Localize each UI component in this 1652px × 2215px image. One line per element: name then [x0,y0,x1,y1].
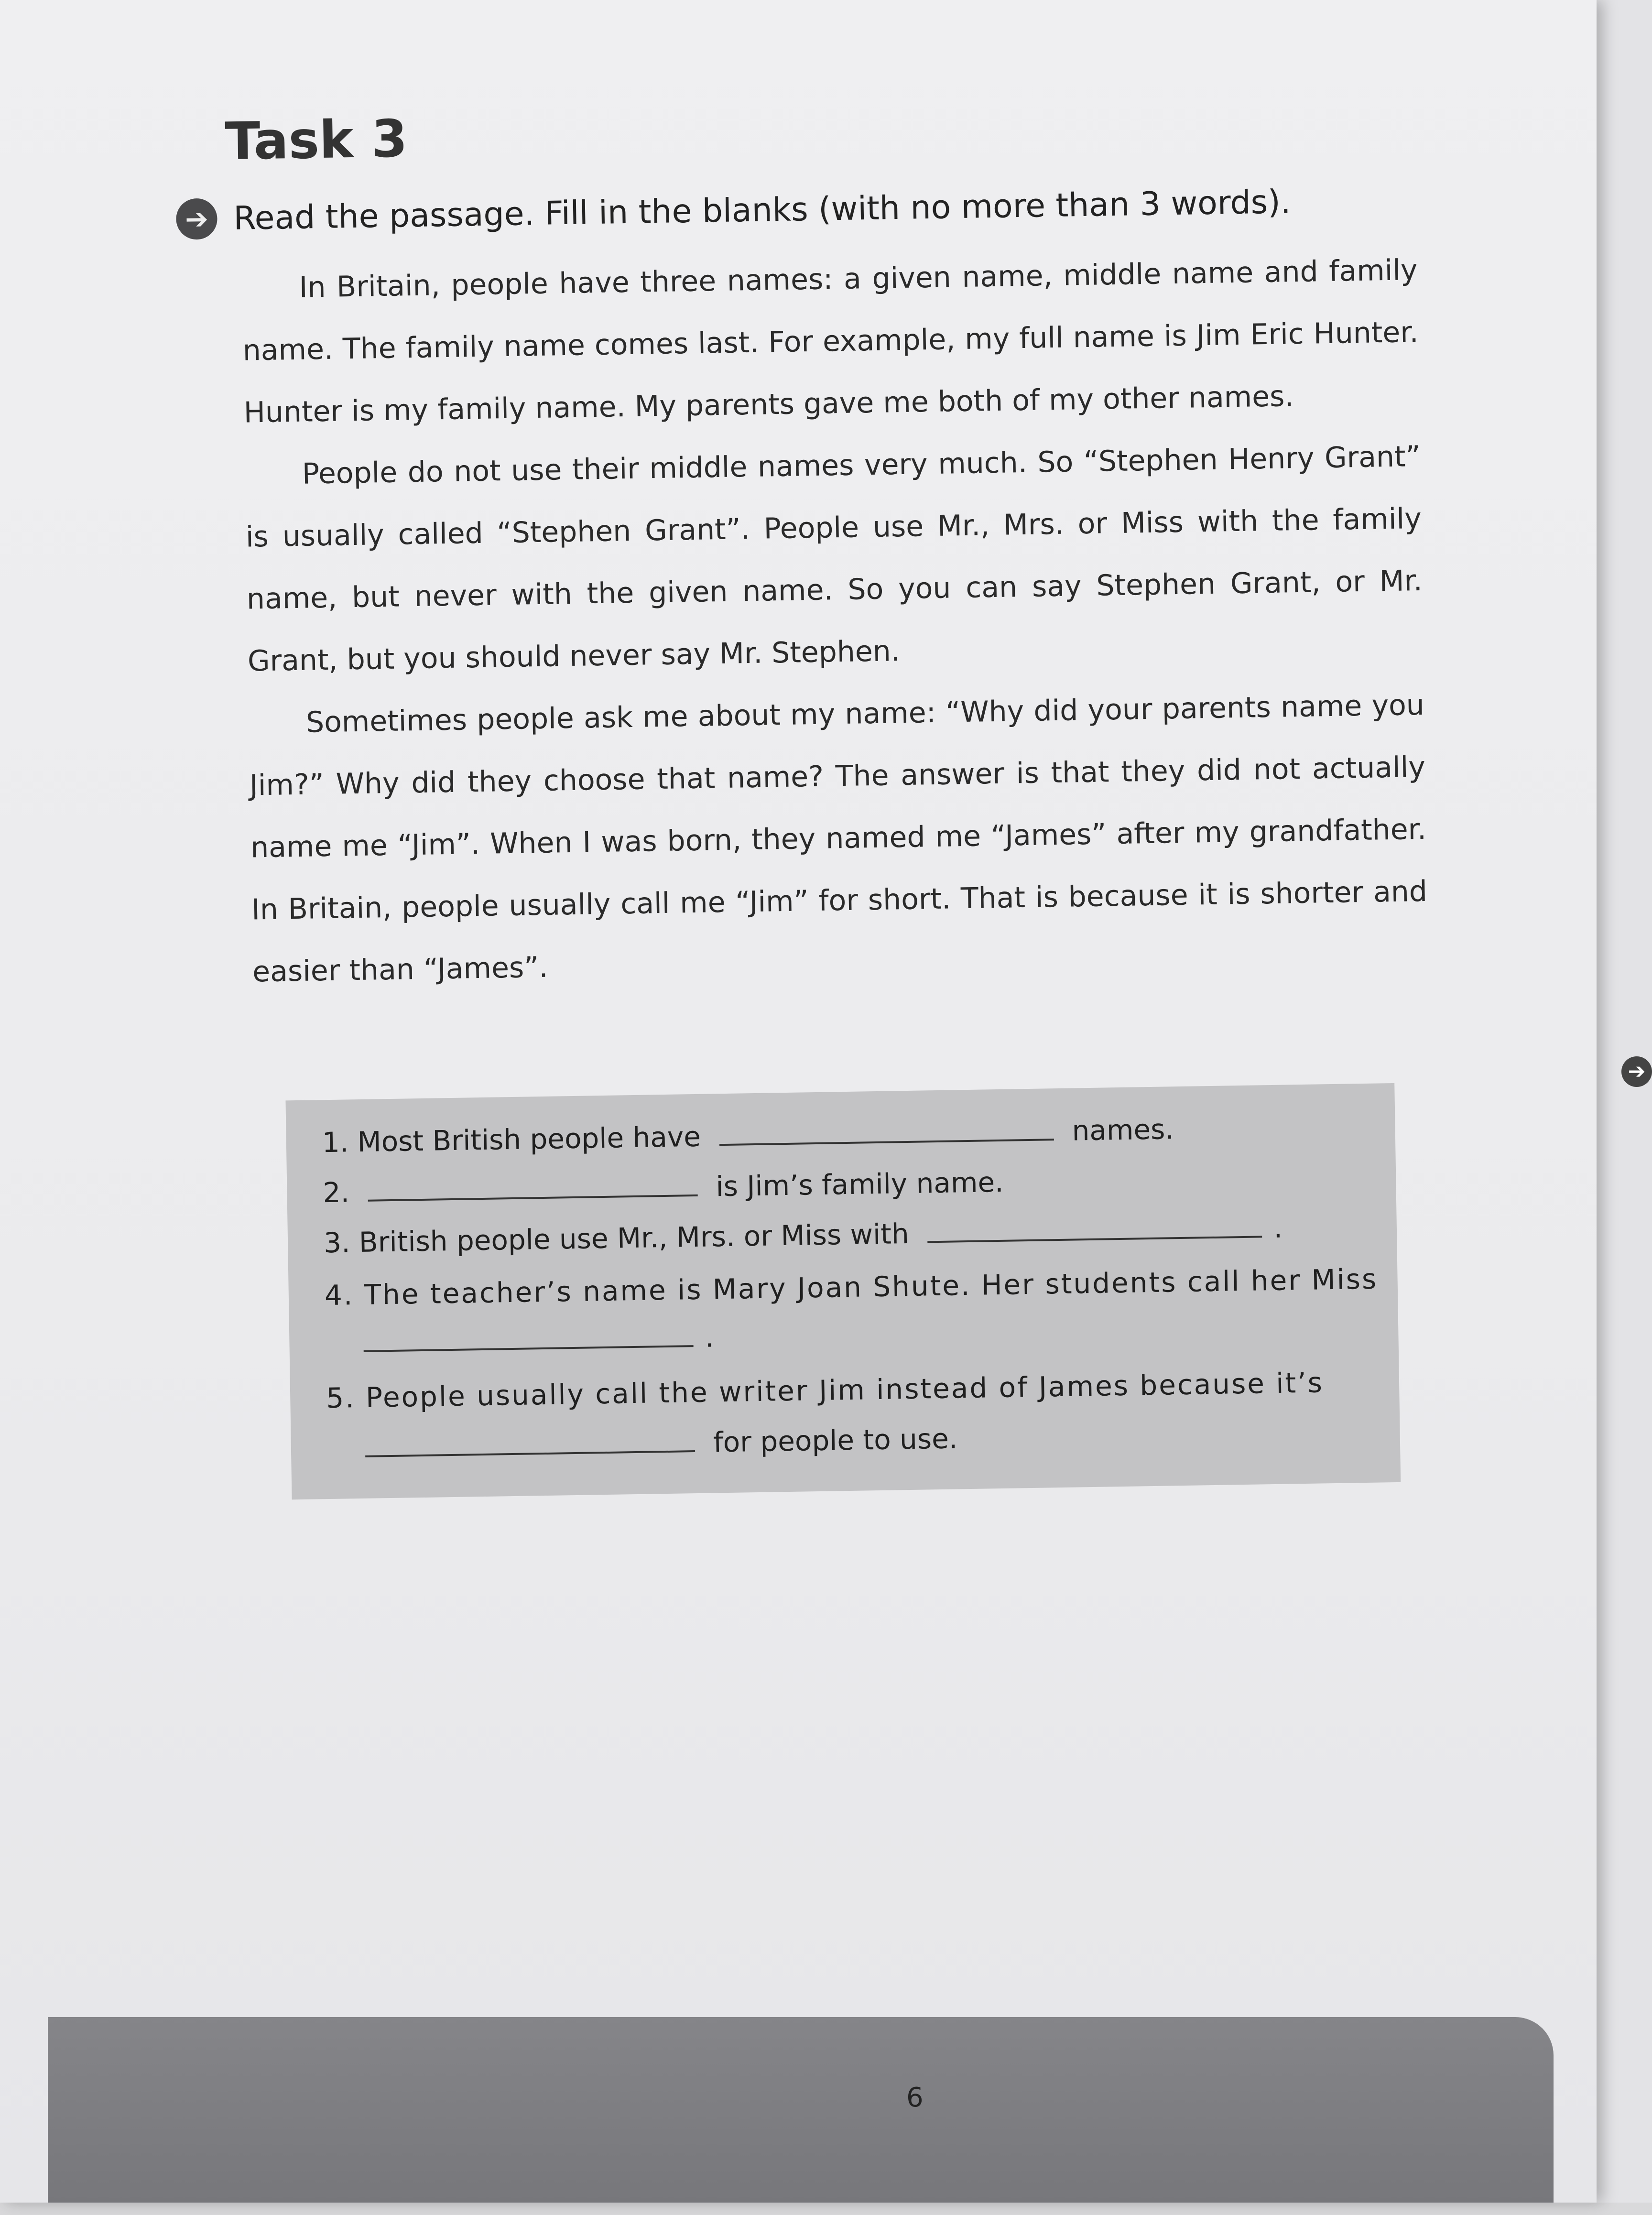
question-5-continued [326,1422,957,1465]
question-text: for people to use. [713,1422,958,1459]
question-text: . [1273,1211,1283,1244]
answer-blank[interactable] [719,1116,1054,1146]
question-text: names. [1072,1113,1174,1147]
page-number: 6 [906,2082,924,2113]
question-text: 3. British people use Mr., Mrs. or Miss with [323,1217,910,1260]
answer-blank[interactable] [365,1427,695,1457]
question-5 [326,1366,1324,1414]
question-3 [324,1212,1283,1259]
answer-blank[interactable] [368,1172,698,1202]
passage-paragraph: Sometimes people ask me about my name: “Why did your parents name you Jim?” Why did they choose that name? The answer is that they did not actually name me “Jim”. When I was born, they named me “James” after my grandfather. In Britain, people usually call me “Jim” for short. That is because it is shorter and easier than “James”. [249,688,1428,989]
task-title: Task 3 [224,109,408,172]
question-text: 5. People usually call the writer Jim instead of James because it’s [326,1366,1324,1415]
question-text: . [705,1321,714,1354]
instruction [176,181,1291,240]
arrow-right-icon: ➔ [176,198,217,239]
exercise-box [285,1083,1401,1499]
answer-blank[interactable] [927,1213,1262,1243]
question-4-continued [325,1321,714,1359]
question-text: 1. Most British people have [322,1120,701,1159]
question-2 [323,1166,1004,1209]
instruction-text: Read the passage. Fill in the blanks (with no more than 3 words). [233,183,1291,238]
question-1 [322,1113,1174,1159]
answer-blank[interactable] [363,1322,694,1352]
arrow-right-icon: ➔ [1621,1056,1652,1087]
question-text: 2. [322,1176,350,1209]
question-text: 4. The teacher’s name is Mary Joan Shute. Her students call her Miss [324,1262,1378,1312]
question-4 [324,1263,1378,1312]
question-text: is Jim’s family name. [716,1165,1004,1203]
passage-paragraph: People do not use their middle names very much. So “Stephen Henry Grant” is usually called “Stephen Grant”. People use Mr., Mrs. or Miss with the family name, but never with the given name. So you can say Stephen Grant, or Mr. Grant, but you should never say Mr. Stephen. [245,439,1423,678]
passage-paragraph: In Britain, people have three names: a given name, middle name and family name. The family name comes last. For example, my full name is Jim Eric Hunter. Hunter is my family name. My parents gave me both of my other names. [242,253,1419,430]
page-footer-band [48,2017,1554,2203]
reading-passage [241,239,1429,1003]
